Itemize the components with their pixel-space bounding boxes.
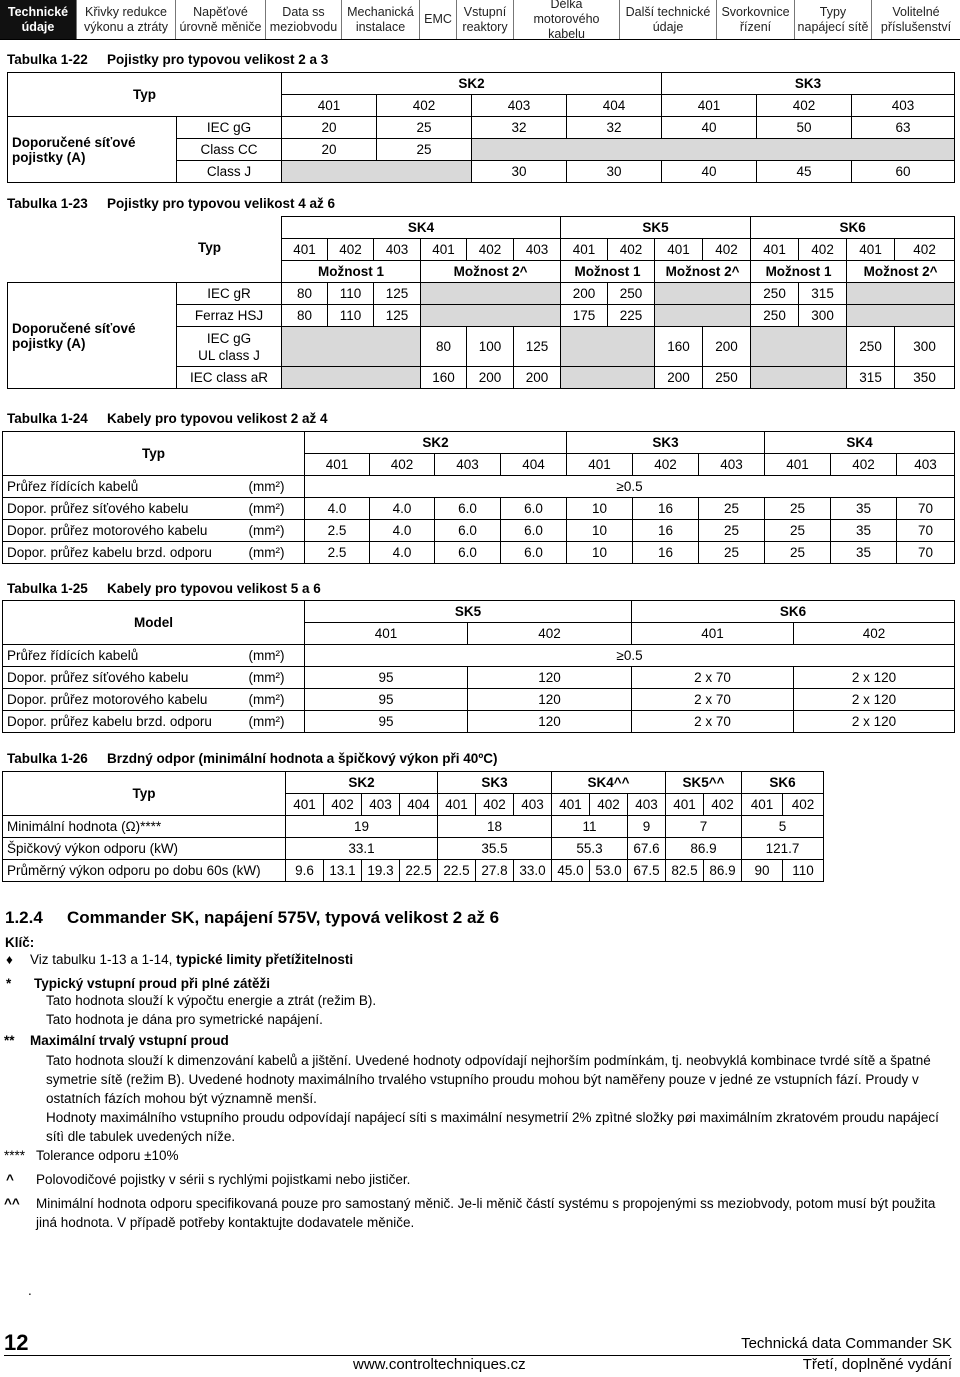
table-cell bbox=[655, 305, 751, 327]
table-cell bbox=[561, 367, 655, 389]
table-cell: 350 bbox=[895, 367, 955, 389]
table-cell: Průměrný výkon odporu po dobu 60s (kW) bbox=[3, 860, 286, 882]
table-cell: Dopor. průřez síťového kabelu bbox=[3, 667, 245, 689]
table-cell: SK6 bbox=[632, 601, 955, 623]
table-cell bbox=[177, 327, 282, 367]
table-cell: 95 bbox=[305, 667, 468, 689]
nav-tab-volitelne[interactable]: Volitelné příslušenství bbox=[880, 4, 952, 34]
table-cell: 40 bbox=[662, 161, 757, 183]
table-cell: Dopor. průřez motorového kabelu bbox=[3, 520, 245, 542]
table-cell: 403 bbox=[472, 95, 567, 117]
table-cell: 401 bbox=[561, 239, 608, 261]
text-span: Kabely pro typovou velikost 2 až 4 bbox=[107, 411, 328, 426]
table-cell: 20 bbox=[282, 139, 377, 161]
table-cell: 403 bbox=[514, 794, 552, 816]
table-cell: 95 bbox=[305, 711, 468, 733]
table-cell: 80 bbox=[421, 327, 467, 367]
table-cell bbox=[561, 327, 655, 367]
text-span: Viz tabulku 1-13 a 1-14, bbox=[30, 952, 177, 967]
table-cell: Dopor. průřez kabelu brzd. odporu bbox=[3, 711, 245, 733]
table-1-24-caption bbox=[7, 411, 328, 426]
text-span: Pojistky pro typovou velikost 4 až 6 bbox=[107, 196, 336, 211]
table-cell: 33.0 bbox=[514, 860, 552, 882]
table-cell: 401 bbox=[305, 454, 370, 476]
table-cell: 67.5 bbox=[628, 860, 666, 882]
table-cell: 86.9 bbox=[704, 860, 742, 882]
table-cell: 5 bbox=[742, 816, 824, 838]
table-cell bbox=[282, 367, 421, 389]
table-cell bbox=[824, 772, 960, 794]
table-cell: 200 bbox=[514, 367, 561, 389]
key-quad-star-symbol: **** bbox=[4, 1148, 26, 1163]
table-cell: 300 bbox=[895, 327, 955, 367]
table-cell: 25 bbox=[765, 520, 831, 542]
table-cell: 70 bbox=[897, 498, 955, 520]
table-cell: 402 bbox=[799, 239, 847, 261]
key-dstar-symbol: ** bbox=[4, 1033, 15, 1048]
table-cell: 250 bbox=[703, 367, 751, 389]
table-cell bbox=[847, 283, 955, 305]
footer-url[interactable]: www.controltechniques.cz bbox=[353, 1356, 526, 1373]
table-cell: Class CC bbox=[177, 139, 282, 161]
table-cell: 35 bbox=[831, 498, 897, 520]
table-cell: 70 bbox=[897, 542, 955, 564]
table-cell: Dopor. průřez síťového kabelu bbox=[3, 498, 245, 520]
table-cell: 403 bbox=[699, 454, 765, 476]
key-dstar-paragraph1: Tato hodnota slouží k dimenzování kabelů a jištění. Uvedené hodnoty odpovídají nejhorším podmínkám, tj. neobvyklá kombinace tvrdé sítě a špatné symetrie sítě (režim B). Uvedené hodnoty maximálního trvalého vstupního proudu mohou být naměřeny pouze v jedné ze vstupních fází. Proudy v ostatních fázích mohou být významně menší. bbox=[46, 1053, 931, 1106]
table-cell: 6.0 bbox=[501, 498, 567, 520]
nav-tab-svorkovnice[interactable]: Svorkovnice řízení bbox=[717, 0, 795, 39]
table-cell: 30 bbox=[472, 161, 567, 183]
table-cell: 225 bbox=[608, 305, 655, 327]
key-diamond-text: Viz tabulku 1-13 a 1-14, typické limity přetížitelnosti bbox=[30, 952, 354, 967]
key-label: Klíč: bbox=[5, 935, 35, 950]
table-cell: 120 bbox=[468, 689, 632, 711]
table-cell: 402 bbox=[794, 623, 955, 645]
table-cell: 2 x 70 bbox=[632, 689, 794, 711]
table-cell: 32 bbox=[472, 117, 567, 139]
table-cell: SK2 bbox=[286, 772, 438, 794]
table-cell: 90 bbox=[742, 860, 783, 882]
table-cell: 53.0 bbox=[590, 860, 628, 882]
table-cell: (mm²) bbox=[245, 520, 305, 542]
table-cell: 45.0 bbox=[552, 860, 590, 882]
table-cell: Dopor. průřez motorového kabelu bbox=[3, 689, 245, 711]
table-cell bbox=[751, 367, 847, 389]
table-cell: 70 bbox=[897, 520, 955, 542]
table-cell: 10 bbox=[567, 498, 633, 520]
table-cell: (mm²) bbox=[245, 711, 305, 733]
table-cell: Možnost 2^ bbox=[421, 261, 561, 283]
table-cell: 402 bbox=[476, 794, 514, 816]
table-1-23-caption bbox=[7, 196, 335, 211]
table-1-25 bbox=[2, 600, 955, 733]
table-cell: 402 bbox=[895, 239, 955, 261]
table-cell: 2 x 120 bbox=[794, 689, 955, 711]
table-cell: 401 bbox=[305, 623, 468, 645]
table-cell: 401 bbox=[282, 239, 328, 261]
table-cell: 33.1 bbox=[286, 838, 438, 860]
table-cell: SK6 bbox=[742, 772, 824, 794]
table-cell: 25 bbox=[699, 520, 765, 542]
table-cell: 402 bbox=[704, 794, 742, 816]
table-cell: 25 bbox=[765, 542, 831, 564]
nav-tab-emc[interactable]: EMC bbox=[420, 0, 457, 39]
table-cell: 55.3 bbox=[552, 838, 628, 860]
nav-tab-delka-kabelu[interactable]: Délka motorového kabelu bbox=[514, 0, 620, 39]
diamond-icon: ♦ bbox=[6, 952, 13, 967]
table-cell: (mm²) bbox=[245, 667, 305, 689]
table-cell: 63 bbox=[852, 117, 955, 139]
table-cell: 35 bbox=[831, 520, 897, 542]
table-1-22 bbox=[7, 72, 955, 183]
text-span: Pojistky pro typovou velikost 2 a 3 bbox=[107, 52, 329, 67]
table-cell: 4.0 bbox=[305, 498, 370, 520]
table-cell: 35.5 bbox=[438, 838, 552, 860]
table-cell: 19 bbox=[286, 816, 438, 838]
nav-tab-typy-site[interactable]: Typy napájecí sítě bbox=[795, 0, 872, 39]
table-cell: 402 bbox=[757, 95, 852, 117]
text-span: Brzdný odpor (minimální hodnota a špičkový výkon při 40ºC) bbox=[107, 751, 498, 766]
text-span: 1.2.4 bbox=[5, 908, 43, 927]
table-cell: Doporučené síťové pojistky (A) bbox=[8, 117, 177, 183]
key-dstar-title: Maximální trvalý vstupní proud bbox=[30, 1033, 229, 1048]
key-star-title: Typický vstupní proud při plné zátěži bbox=[34, 976, 271, 991]
table-1-23 bbox=[7, 216, 955, 389]
table-cell: 11 bbox=[552, 816, 628, 838]
table-1-24 bbox=[2, 431, 955, 564]
table-cell: 402 bbox=[328, 239, 374, 261]
table-cell: SK3 bbox=[567, 432, 765, 454]
table-cell: 67.6 bbox=[628, 838, 666, 860]
nav-tab-technicke-udaje[interactable]: Technické údaje bbox=[0, 0, 77, 39]
table-cell: Ferraz HSJ bbox=[177, 305, 282, 327]
table-cell: 402 bbox=[370, 454, 435, 476]
table-cell: 403 bbox=[362, 794, 400, 816]
key-star-symbol: * bbox=[6, 976, 12, 991]
table-cell: 401 bbox=[655, 239, 703, 261]
table-cell: 4.0 bbox=[370, 542, 435, 564]
table-cell: 402 bbox=[467, 239, 514, 261]
key-tolerance: Tolerance odporu ±10% bbox=[36, 1148, 179, 1163]
table-cell: 401 bbox=[742, 794, 783, 816]
table-cell bbox=[282, 161, 472, 183]
table-cell: 402 bbox=[377, 95, 472, 117]
section-heading bbox=[5, 908, 499, 928]
table-cell: IEC class aR bbox=[177, 367, 282, 389]
table-cell: SK5 bbox=[561, 217, 751, 239]
table-cell: 13.1 bbox=[324, 860, 362, 882]
table-cell: Typ bbox=[8, 73, 282, 117]
table-cell: ≥0.5 bbox=[305, 476, 955, 498]
table-cell bbox=[824, 794, 960, 816]
table-cell: 401 bbox=[552, 794, 590, 816]
table-cell: Minimální hodnota (Ω)**** bbox=[3, 816, 286, 838]
table-cell: 120 bbox=[468, 667, 632, 689]
table-cell: SK4 bbox=[282, 217, 561, 239]
table-cell: 60 bbox=[852, 161, 955, 183]
table-cell: 401 bbox=[632, 623, 794, 645]
table-cell: 25 bbox=[699, 542, 765, 564]
table-cell: SK2 bbox=[305, 432, 567, 454]
table-cell: 250 bbox=[847, 327, 895, 367]
table-cell bbox=[751, 327, 847, 367]
stray-dot: . bbox=[28, 1283, 32, 1298]
table-1-25-caption bbox=[7, 581, 321, 596]
table-cell: 25 bbox=[377, 139, 472, 161]
table-cell: 404 bbox=[501, 454, 567, 476]
table-cell: SK5^^ bbox=[666, 772, 742, 794]
nav-tab-dalsi-udaje[interactable]: Další technické údaje bbox=[620, 0, 717, 39]
table-cell: 403 bbox=[897, 454, 955, 476]
table-cell: 300 bbox=[799, 305, 847, 327]
table-cell: 160 bbox=[421, 367, 467, 389]
table-cell: 27.8 bbox=[476, 860, 514, 882]
table-cell: SK5 bbox=[305, 601, 632, 623]
table-cell: 121.7 bbox=[742, 838, 824, 860]
table-cell: (mm²) bbox=[245, 689, 305, 711]
table-cell: SK6 bbox=[751, 217, 955, 239]
table-cell: 401 bbox=[751, 239, 799, 261]
table-cell: IEC gR bbox=[177, 283, 282, 305]
table-cell: 200 bbox=[467, 367, 514, 389]
table-cell: 403 bbox=[374, 239, 421, 261]
table-cell: 402 bbox=[608, 239, 655, 261]
table-cell: Možnost 1 bbox=[282, 261, 421, 283]
table-cell bbox=[824, 816, 960, 838]
table-cell bbox=[655, 283, 751, 305]
table-cell: SK3 bbox=[662, 73, 955, 95]
table-cell: 175 bbox=[561, 305, 608, 327]
table-cell: 402 bbox=[783, 794, 824, 816]
text-span: Tabulka 1-26 bbox=[7, 751, 88, 766]
table-cell: 6.0 bbox=[435, 542, 501, 564]
table-cell: SK3 bbox=[438, 772, 552, 794]
table-cell: 402 bbox=[703, 239, 751, 261]
top-nav bbox=[0, 0, 960, 40]
nav-tab-krivky-redukce[interactable]: Křivky redukce výkonu a ztráty bbox=[77, 0, 176, 39]
table-cell: 6.0 bbox=[435, 498, 501, 520]
table-cell: 401 bbox=[421, 239, 467, 261]
table-cell: 95 bbox=[305, 689, 468, 711]
table-cell: 110 bbox=[328, 305, 374, 327]
table-cell: 22.5 bbox=[400, 860, 438, 882]
table-cell: 401 bbox=[286, 794, 324, 816]
table-cell: SK2 bbox=[282, 73, 662, 95]
table-cell: Průřez řídících kabelů bbox=[3, 645, 245, 667]
table-cell bbox=[421, 283, 561, 305]
table-cell: 404 bbox=[567, 95, 662, 117]
table-cell bbox=[282, 327, 421, 367]
table-cell: 4.0 bbox=[370, 498, 435, 520]
key-caret-symbol: ^ bbox=[6, 1172, 14, 1187]
footer-title: Technická data Commander SK bbox=[741, 1335, 952, 1352]
table-cell: 2 x 120 bbox=[794, 711, 955, 733]
table-cell: SK4^^ bbox=[552, 772, 666, 794]
footer-edition: Třetí, doplněné vydání bbox=[802, 1356, 952, 1373]
table-cell: IEC gG bbox=[177, 117, 282, 139]
table-cell: 25 bbox=[377, 117, 472, 139]
text-span: Commander SK, napájení 575V, typová velikost 2 až 6 bbox=[67, 908, 500, 927]
table-cell: 2 x 70 bbox=[632, 667, 794, 689]
table-cell: 2 x 70 bbox=[632, 711, 794, 733]
table-cell: 10 bbox=[567, 542, 633, 564]
table-cell: 250 bbox=[608, 283, 655, 305]
table-cell: 125 bbox=[374, 305, 421, 327]
table-cell: 25 bbox=[699, 498, 765, 520]
table-cell: (mm²) bbox=[245, 476, 305, 498]
table-cell: 9 bbox=[628, 816, 666, 838]
text-span: UL class J bbox=[198, 347, 260, 363]
table-cell: 401 bbox=[282, 95, 377, 117]
nav-tab-mechanicka-instalace[interactable]: Mechanická instalace bbox=[342, 0, 420, 39]
table-cell: Typ bbox=[3, 772, 286, 816]
table-cell: 403 bbox=[852, 95, 955, 117]
table-cell: 402 bbox=[831, 454, 897, 476]
key-caret-text: Polovodičové pojistky v sérii s rychlými pojistkami nebo jističer. bbox=[36, 1172, 411, 1187]
table-cell: ≥0.5 bbox=[305, 645, 955, 667]
table-cell: 404 bbox=[400, 794, 438, 816]
table-cell: 403 bbox=[435, 454, 501, 476]
table-cell: (mm²) bbox=[245, 498, 305, 520]
table-cell: 82.5 bbox=[666, 860, 704, 882]
table-cell: 120 bbox=[468, 711, 632, 733]
table-cell bbox=[824, 860, 960, 882]
table-cell: Dopor. průřez kabelu brzd. odporu bbox=[3, 542, 245, 564]
table-cell: (mm²) bbox=[245, 542, 305, 564]
key-star-line1: Tato hodnota slouží k výpočtu energie a ztrát (režim B). bbox=[46, 993, 377, 1008]
table-cell: Možnost 2^ bbox=[847, 261, 955, 283]
table-cell: 80 bbox=[282, 305, 328, 327]
table-cell: 20 bbox=[282, 117, 377, 139]
table-cell bbox=[824, 838, 960, 860]
key-double-caret-text: Minimální hodnota odporu specifikovaná pouze pro samostaný měnič. Je-li měnič částí systému s propojenými ss meziobvody, potom musí být použita jiná hodnota. V případě potřeby kontaktujte dodavatele měniče. bbox=[36, 1196, 936, 1230]
table-cell: 7 bbox=[666, 816, 742, 838]
table-cell: 50 bbox=[757, 117, 852, 139]
nav-tab-vstupni-reaktory[interactable]: Vstupní reaktory bbox=[457, 0, 514, 39]
table-cell: 315 bbox=[847, 367, 895, 389]
table-cell: 403 bbox=[514, 239, 561, 261]
table-cell: 6.0 bbox=[501, 520, 567, 542]
table-cell: Typ bbox=[198, 239, 221, 255]
table-cell: Typ bbox=[3, 432, 305, 476]
table-cell: 2.5 bbox=[305, 542, 370, 564]
text-span: Tabulka 1-25 bbox=[7, 581, 88, 596]
table-cell: 35 bbox=[831, 542, 897, 564]
table-cell: 401 bbox=[438, 794, 476, 816]
table-cell: Možnost 1 bbox=[751, 261, 847, 283]
table-cell: 6.0 bbox=[435, 520, 501, 542]
table-cell: 200 bbox=[703, 327, 751, 367]
table-cell: Možnost 1 bbox=[561, 261, 655, 283]
table-cell: 402 bbox=[633, 454, 699, 476]
table-cell: 22.5 bbox=[438, 860, 476, 882]
table-cell: 16 bbox=[633, 542, 699, 564]
table-cell: 16 bbox=[633, 520, 699, 542]
table-cell: 401 bbox=[847, 239, 895, 261]
text-span: Kabely pro typovou velikost 5 a 6 bbox=[107, 581, 321, 596]
nav-tab-napetove-urovne[interactable]: Napěťové úrovně měniče bbox=[176, 0, 266, 39]
table-cell: 401 bbox=[765, 454, 831, 476]
table-1-26-caption bbox=[7, 751, 498, 766]
table-cell: 16 bbox=[633, 498, 699, 520]
table-cell: 18 bbox=[438, 816, 552, 838]
table-cell: Class J bbox=[177, 161, 282, 183]
table-cell: 9.6 bbox=[286, 860, 324, 882]
table-cell: Průřez řídících kabelů bbox=[3, 476, 245, 498]
text-span: Tabulka 1-24 bbox=[7, 411, 88, 426]
page-number: 12 bbox=[4, 1330, 29, 1355]
key-dstar-paragraph2: Hodnoty maximálního vstupního proudu odpovídají napájecí síti s maximální nesymetrií 2% zpìtné složky pøi maximálním zkratovém proudu napájecí sítì dle tabulek uvedených níže. bbox=[46, 1110, 939, 1144]
text-span: Tabulka 1-22 bbox=[7, 52, 88, 67]
table-cell: 10 bbox=[567, 520, 633, 542]
table-cell: 2.5 bbox=[305, 520, 370, 542]
table-cell: 250 bbox=[751, 305, 799, 327]
table-cell: 110 bbox=[328, 283, 374, 305]
table-cell: 80 bbox=[282, 283, 328, 305]
table-cell: 125 bbox=[374, 283, 421, 305]
table-cell: Doporučené síťové pojistky (A) bbox=[8, 283, 177, 389]
table-cell: Špičkový výkon odporu (kW) bbox=[3, 838, 286, 860]
table-cell: 401 bbox=[666, 794, 704, 816]
table-cell: 4.0 bbox=[370, 520, 435, 542]
table-cell: 19.3 bbox=[362, 860, 400, 882]
table-1-26 bbox=[2, 771, 960, 882]
table-1-22-caption bbox=[7, 52, 328, 67]
table-cell: 402 bbox=[590, 794, 628, 816]
table-cell: 401 bbox=[567, 454, 633, 476]
table-cell: Model bbox=[3, 601, 305, 645]
table-cell: 200 bbox=[655, 367, 703, 389]
table-cell: 250 bbox=[751, 283, 799, 305]
table-cell: 110 bbox=[783, 860, 824, 882]
text-span: Tabulka 1-23 bbox=[7, 196, 88, 211]
key-double-caret-symbol: ^^ bbox=[4, 1196, 20, 1211]
table-cell: 2 x 120 bbox=[794, 667, 955, 689]
table-cell: 40 bbox=[662, 117, 757, 139]
table-cell bbox=[472, 139, 955, 161]
table-cell: 200 bbox=[561, 283, 608, 305]
table-cell: 315 bbox=[799, 283, 847, 305]
table-cell: 25 bbox=[765, 498, 831, 520]
table-cell: (mm²) bbox=[245, 645, 305, 667]
table-cell: 45 bbox=[757, 161, 852, 183]
table-cell bbox=[421, 305, 561, 327]
table-cell: 86.9 bbox=[666, 838, 742, 860]
table-cell: 125 bbox=[514, 327, 561, 367]
nav-tab-data-ss[interactable]: Data ss meziobvodu bbox=[266, 0, 342, 39]
table-cell: 160 bbox=[655, 327, 703, 367]
table-cell: 30 bbox=[567, 161, 662, 183]
key-star-line2: Tato hodnota je dána pro symetrické napájení. bbox=[46, 1012, 323, 1027]
table-cell: Možnost 2^ bbox=[655, 261, 751, 283]
table-cell: 403 bbox=[628, 794, 666, 816]
table-cell: 32 bbox=[567, 117, 662, 139]
table-cell: 402 bbox=[324, 794, 362, 816]
table-cell: 402 bbox=[468, 623, 632, 645]
table-cell: 100 bbox=[467, 327, 514, 367]
table-cell: 401 bbox=[662, 95, 757, 117]
table-cell bbox=[847, 305, 955, 327]
text-span: IEC gG bbox=[206, 330, 252, 346]
table-cell: SK4 bbox=[765, 432, 955, 454]
table-cell: 6.0 bbox=[501, 542, 567, 564]
